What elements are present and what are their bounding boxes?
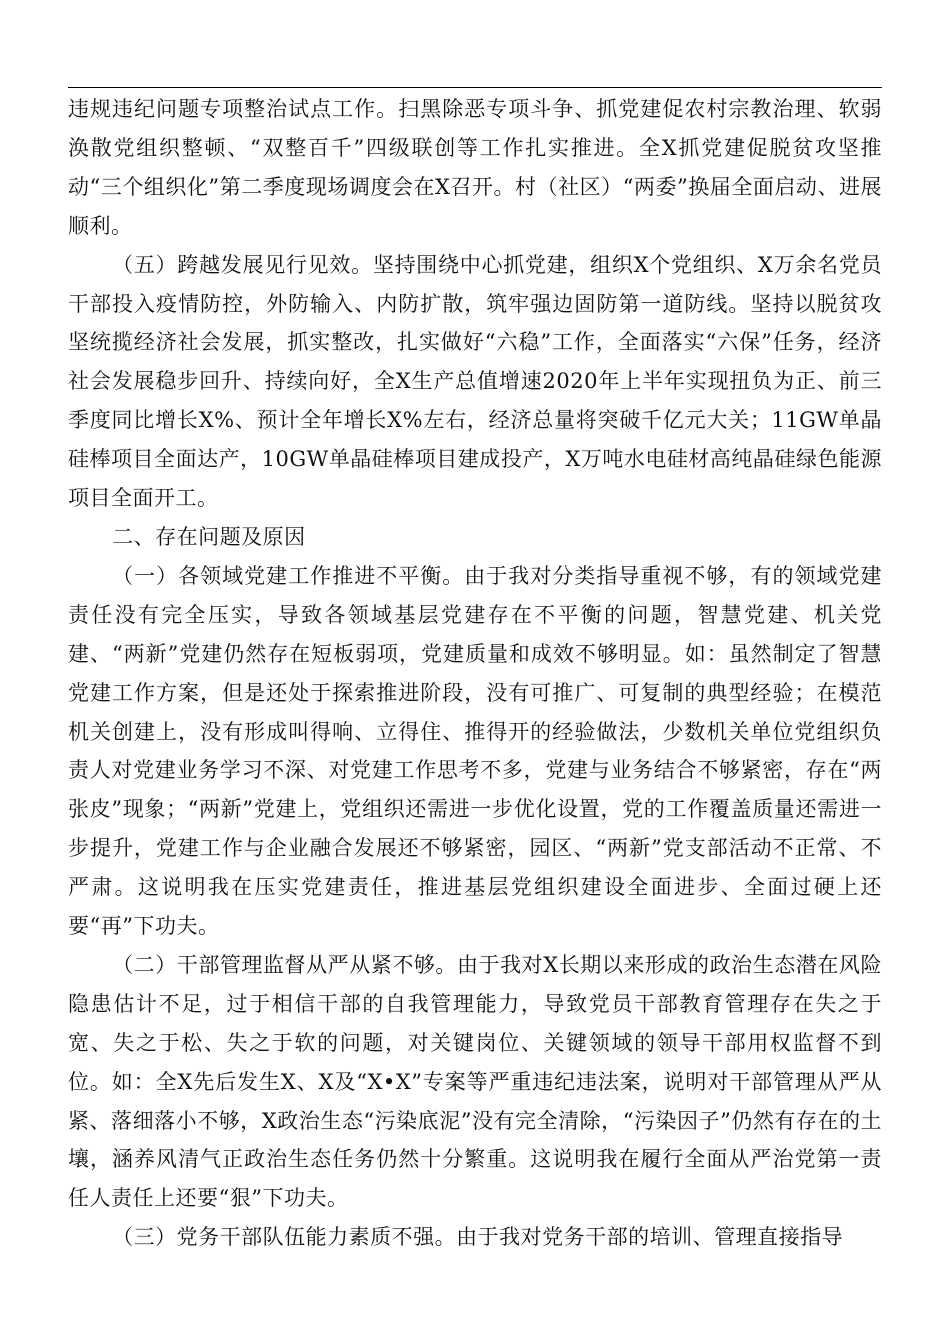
paragraph-problem-three: （三）党务干部队伍能力素质不强。由于我对党务干部的培训、管理直接指导 [112, 1225, 844, 1250]
document-body [68, 90, 882, 1257]
paragraph-section-five: （五）跨越发展见行见效。坚持围绕中心抓党建，组织X个党组织、X万余名党员干部投入疫情防控，外防输入、内防扩散，筑牢强边固防第一道防线。坚持以脱贫攻坚统揽经济社会发展，抓实整改，扎实做好“六稳”工作，全面落实“六保”任务，经济社会发展稳步回升、持续向好，全X生产总值增速2020年上半年实现扭负为正、前三季度同比增长X%、预计全年增长X%左右，经济总量将突破千亿元大关；11GW单晶硅棒项目全面达产，10GW单晶硅棒项目建成投产，X万吨水电硅材高纯晶硅绿色能源项目全面开工。 [68, 252, 882, 511]
heading-problems-and-causes: 二、存在问题及原因 [112, 524, 306, 549]
header-rule [68, 87, 882, 88]
paragraph-problem-two: （二）干部管理监督从严从紧不够。由于我对X长期以来形成的政治生态潜在风险隐患估计不足，过于相信干部的自我管理能力，导致党员干部教育管理存在失之于宽、失之于松、失之于软的问题，对关键岗位、关键领域的领导干部用权监督不到位。如：全X先后发生X、X及“X•X”专案等严重违纪违法案，说明对干部管理从严从紧、落细落小不够，X政治生态“污染底泥”没有完全清除，“污染因子”仍然有存在的土壤，涵养风清气正政治生态任务仍然十分繁重。这说明我在履行全面从严治党第一责任人责任上还要“狠”下功夫。 [68, 952, 882, 1211]
paragraph-continued-pilot-work: 违规违纪问题专项整治试点工作。扫黑除恶专项斗争、抓党建促农村宗教治理、软弱涣散党组织整顿、“双整百千”四级联创等工作扎实推进。全X抓党建促脱贫攻坚推动“三个组织化”第二季度现场调度会在X召开。村（社区）“两委”换届全面启动、进展顺利。 [68, 97, 882, 238]
paragraph-problem-one: （一）各领域党建工作推进不平衡。由于我对分类指导重视不够，有的领域党建责任没有完全压实，导致各领域基层党建存在不平衡的问题，智慧党建、机关党建、“两新”党建仍然存在短板弱项，党建质量和成效不够明显。如：虽然制定了智慧党建工作方案，但是还处于探索推进阶段，没有可推广、可复制的典型经验；在模范机关创建上，没有形成叫得响、立得住、推得开的经验做法，少数机关单位党组织负责人对党建业务学习不深、对党建工作思考不多，党建与业务结合不够紧密，存在“两张皮”现象；“两新”党建上，党组织还需进一步优化设置，党的工作覆盖质量还需进一步提升，党建工作与企业融合发展还不够紧密，园区、“两新”党支部活动不正常、不严肃。这说明我在压实党建责任，推进基层党组织建设全面进步、全面过硬上还要“再”下功夫。 [68, 563, 882, 939]
